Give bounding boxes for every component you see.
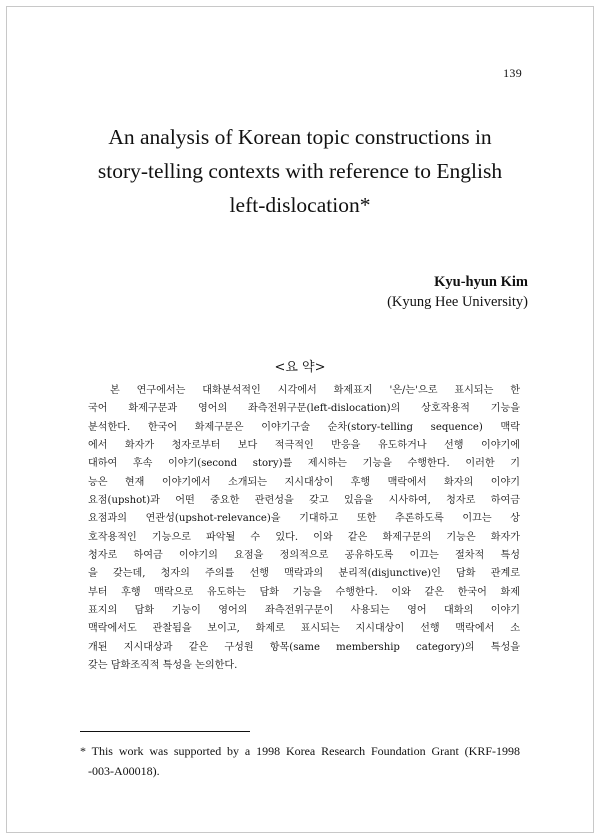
abstract-line: 개된 지시대상과 같은 구성원 항목(same membership category)의 특성을 (88, 641, 520, 653)
abstract-line: 분석한다. 한국어 화제구문은 이야기구술 순차(story-telling sequence) 맥락 (88, 421, 520, 433)
abstract-line: 요점과의 연관성(upshot-relevance)을 기대하고 또한 추론하도록 이끄는 상 (88, 513, 520, 525)
abstract-line: 대하여 후속 이야기(second story)를 제시하는 기능을 수행한다. 이러한 기 (88, 458, 520, 470)
footnote (80, 741, 520, 781)
abstract-line: 본 연구에서는 대화분석적인 시각에서 화제표지 '은/는'으로 표시되는 한 (110, 385, 520, 396)
abstract-line: 능은 현재 이야기에서 소개되는 지시대상이 후행 맥락에서 화자의 이야기 (88, 476, 520, 488)
abstract-line: 표지의 담화 기능이 영어의 좌측전위구문이 사용되는 영어 대화의 이야기 (88, 605, 520, 617)
abstract-line: 부터 후행 맥락으로 유도하는 담화 기능을 수행한다. 이와 같은 한국어 화제 (88, 586, 520, 598)
abstract-line: 국어 화제구문과 영어의 좌측전위구문(left-dislocation)의 상호작용적 기능을 (88, 403, 520, 415)
footnote-line: * This work was supported by a 1998 Korea Research Foundation Grant (KRF-1998 (80, 744, 520, 758)
abstract-heading: <요 약> (274, 360, 326, 375)
paper-title (60, 120, 540, 222)
footnote-line: -003-A00018). (88, 764, 160, 778)
abstract-line: 을 갖는데, 청자의 주의를 선행 맥락과의 분리적(disjunctive)인 담화 관계로 (88, 568, 520, 580)
abstract-line: 청자로 하여금 이야기의 요점을 정의적으로 공유하도록 이끄는 절차적 특성 (88, 550, 520, 562)
abstract-line: 맥락에서도 관찰됨을 보이고, 화제로 표시되는 지시대상이 선행 맥락에서 소 (88, 623, 520, 635)
page-number: 139 (503, 66, 522, 80)
title-line: story-telling contexts with reference to English (97, 159, 503, 183)
abstract-line: 호작용적인 기능으로 파악될 수 있다. 이와 같은 화제구문의 기능은 화자가 (88, 531, 520, 543)
abstract-line: 에서 화자가 청자로부터 보다 적극적인 반응을 유도하거나 선행 이야기에 (88, 440, 520, 452)
abstract-line: 갖는 담화조직적 특성을 논의한다. (88, 660, 238, 672)
author-name: Kyu-hyun Kim (434, 274, 528, 290)
abstract-line: 요점(upshot)과 어떤 중요한 관련성을 갖고 있음을 시사하여, 청자로 하여금 (88, 495, 520, 507)
abstract-body (88, 382, 520, 676)
footnote-divider (80, 731, 250, 732)
author-affiliation: (Kyung Hee University) (387, 294, 528, 310)
title-line: An analysis of Korean topic constructions in (108, 125, 492, 149)
title-line: left-dislocation* (229, 193, 371, 217)
